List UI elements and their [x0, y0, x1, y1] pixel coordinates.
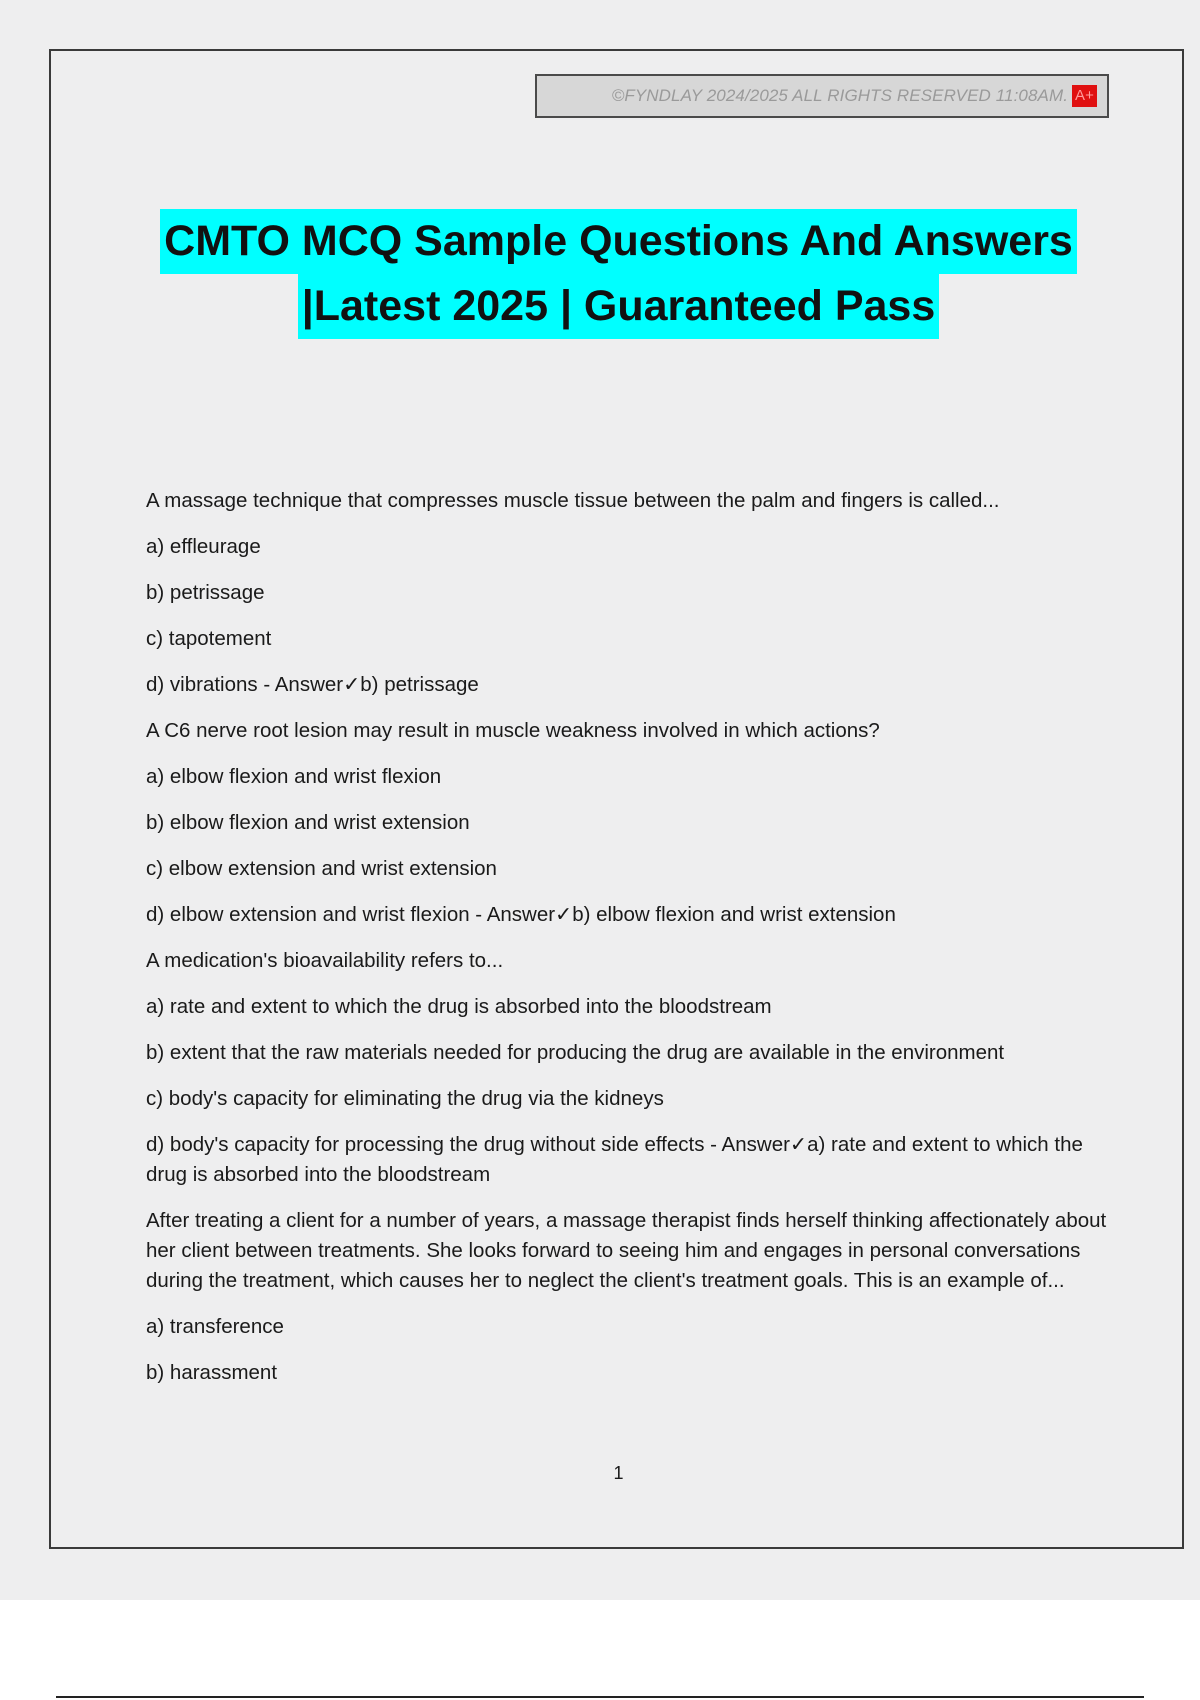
- answer-option: a) rate and extent to which the drug is absorbed into the bloodstream: [146, 995, 772, 1018]
- answer-option: c) body's capacity for eliminating the drug via the kidneys: [146, 1087, 664, 1110]
- answer-option: d) vibrations - Answer✓b) petrissage: [146, 673, 479, 696]
- answer-option: b) extent that the raw materials needed for producing the drug are available in the environment: [146, 1041, 1005, 1064]
- answer-option: b) harassment: [146, 1361, 278, 1384]
- title-line-1: CMTO MCQ Sample Questions And Answers: [160, 209, 1077, 274]
- answer-option: a) effleurage: [146, 535, 261, 558]
- answer-option: b) elbow flexion and wrist extension: [146, 811, 470, 834]
- document-page: [49, 49, 1184, 1549]
- divider: [56, 1696, 1144, 1698]
- question-text: A C6 nerve root lesion may result in muscle weakness involved in which actions?: [146, 719, 880, 742]
- grade-badge: A+: [1072, 85, 1097, 107]
- title-line-2: |Latest 2025 | Guaranteed Pass: [298, 274, 940, 339]
- question-text: A medication's bioavailability refers to...: [146, 949, 504, 972]
- question-list: [146, 486, 1126, 1404]
- answer-option: b) petrissage: [146, 581, 265, 604]
- answer-option: d) body's capacity for processing the drug without side effects - Answer✓a) rate and extent to which the drug is absorbed into the bloodstream: [146, 1133, 1083, 1186]
- copyright-text: ©FYNDLAY 2024/2025 ALL RIGHTS RESERVED 11:08AM.: [611, 86, 1069, 105]
- answer-option: c) tapotement: [146, 627, 272, 650]
- page-number: 1: [613, 1463, 624, 1483]
- copyright-notice: [535, 74, 1109, 118]
- answer-option: d) elbow extension and wrist flexion - Answer✓b) elbow flexion and wrist extension: [146, 903, 896, 926]
- answer-option: a) elbow flexion and wrist flexion: [146, 765, 442, 788]
- question-text: A massage technique that compresses muscle tissue between the palm and fingers is called...: [146, 489, 1000, 512]
- question-text: After treating a client for a number of years, a massage therapist finds herself thinking affectionately about her client between treatments. She looks forward to seeing him and engages in personal conversations during the treatment, which causes her to neglect the client's treatment goals. This is an example of...: [146, 1209, 1107, 1292]
- answer-option: c) elbow extension and wrist extension: [146, 857, 497, 880]
- page-title: [51, 209, 1186, 339]
- answer-option: a) transference: [146, 1315, 284, 1338]
